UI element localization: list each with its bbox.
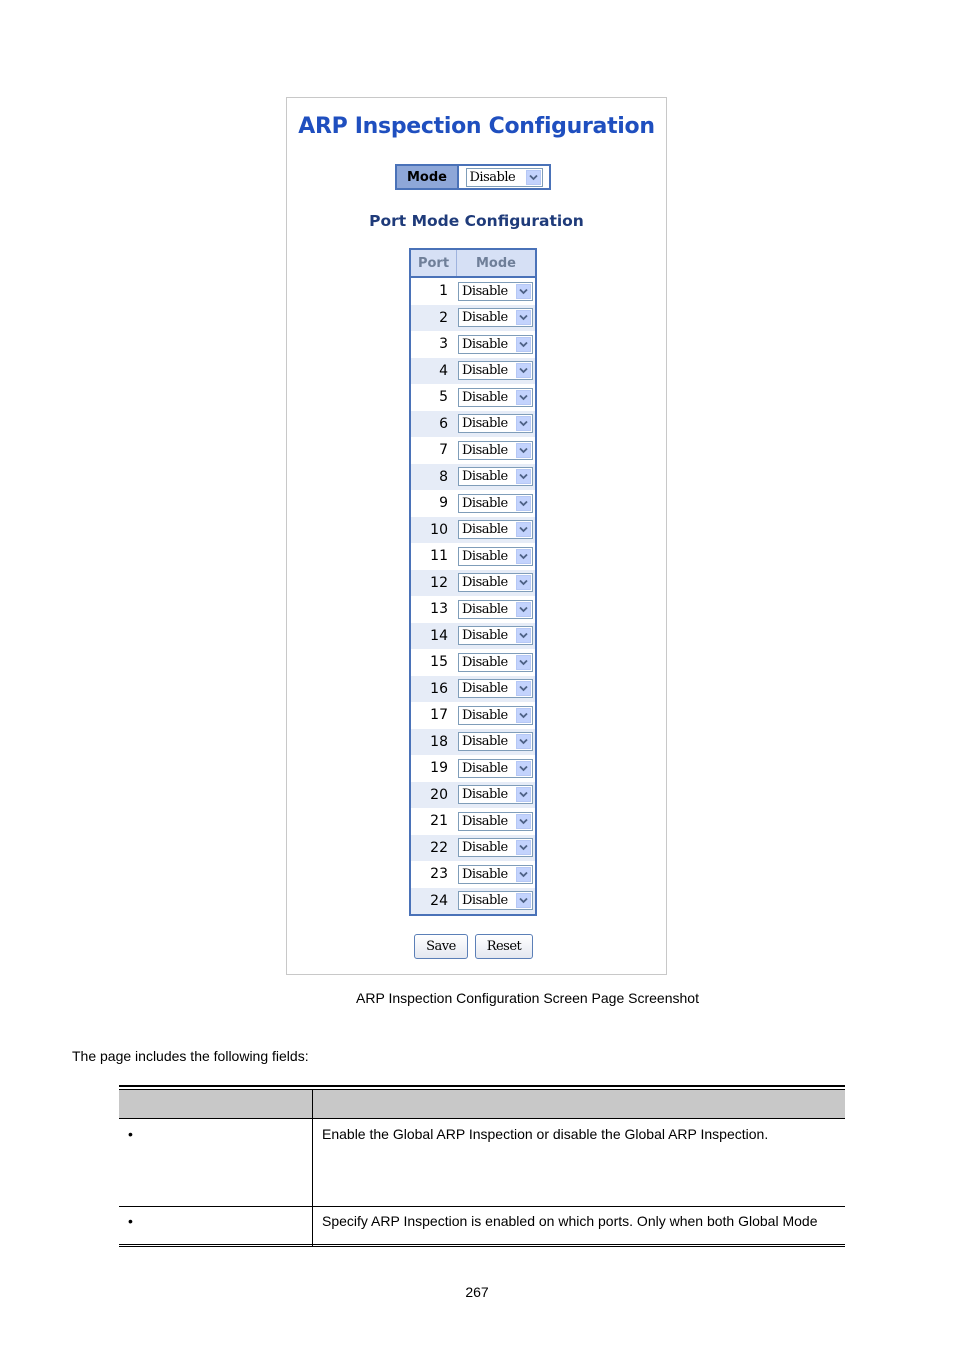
port-number: 15: [430, 654, 448, 671]
port-number: 2: [439, 309, 448, 326]
table-row: [411, 490, 535, 517]
port-mode-value: Disable: [462, 416, 508, 432]
table-top-rule: [119, 1085, 845, 1087]
port-mode-select[interactable]: [458, 494, 533, 513]
table-header: [411, 250, 535, 278]
port-mode-select[interactable]: [458, 335, 533, 354]
table-row: [411, 464, 535, 491]
table-row: [411, 384, 535, 411]
row-divider: [119, 1206, 845, 1207]
port-mode-select[interactable]: [458, 282, 533, 301]
port-mode-select[interactable]: [458, 732, 533, 751]
port-mode-table: [409, 248, 537, 916]
port-mode-select[interactable]: [458, 361, 533, 380]
chevron-down-icon: [516, 814, 531, 829]
table-row: [411, 676, 535, 703]
port-mode-value: Disable: [462, 787, 508, 803]
port-mode-value: Disable: [462, 310, 508, 326]
table-body: [411, 278, 535, 914]
screenshot-panel: [286, 97, 667, 975]
port-number: 1: [439, 283, 448, 300]
chevron-down-icon: [516, 867, 531, 882]
port-mode-value: Disable: [462, 760, 508, 776]
table-row: [411, 649, 535, 676]
port-number: 14: [430, 627, 448, 644]
port-number: 11: [430, 548, 448, 565]
table-row: [411, 888, 535, 915]
chevron-down-icon: [516, 337, 531, 352]
port-mode-value: Disable: [462, 283, 508, 299]
port-mode-select[interactable]: [458, 706, 533, 725]
chevron-down-icon: [516, 496, 531, 511]
global-mode-value: Disable: [469, 169, 516, 185]
reset-button[interactable]: Reset: [475, 934, 533, 959]
port-number: 5: [439, 389, 448, 406]
chevron-down-icon: [516, 522, 531, 537]
table-row: [411, 543, 535, 570]
port-mode-value: Disable: [462, 389, 508, 405]
port-mode-select[interactable]: [458, 547, 533, 566]
port-number: 21: [430, 813, 448, 830]
port-mode-value: Disable: [462, 734, 508, 750]
field-description: Enable the Global ARP Inspection or disable the Global ARP Inspection.: [322, 1126, 769, 1142]
page-title: ARP Inspection Configuration: [298, 114, 655, 139]
table-row: [411, 278, 535, 305]
field-description: Specify ARP Inspection is enabled on which ports. Only when both Global Mode: [322, 1213, 818, 1229]
port-number: 4: [439, 362, 448, 379]
fields-table-header: [119, 1089, 845, 1119]
table-row: [411, 623, 535, 650]
table-row: [411, 570, 535, 597]
port-mode-value: Disable: [462, 601, 508, 617]
table-row: [411, 729, 535, 756]
port-mode-select[interactable]: [458, 600, 533, 619]
chevron-down-icon: [516, 443, 531, 458]
button-bar: [414, 934, 533, 959]
port-mode-value: Disable: [462, 866, 508, 882]
chevron-down-icon: [516, 284, 531, 299]
global-mode-label: Mode: [397, 166, 459, 188]
port-mode-value: Disable: [462, 893, 508, 909]
column-header-port: Port: [411, 250, 457, 276]
port-mode-select[interactable]: [458, 891, 533, 910]
port-mode-select[interactable]: [458, 759, 533, 778]
port-mode-select[interactable]: [458, 679, 533, 698]
table-row: [411, 305, 535, 332]
chevron-down-icon: [516, 840, 531, 855]
table-row: [411, 782, 535, 809]
port-number: 8: [439, 468, 448, 485]
port-mode-select[interactable]: [458, 441, 533, 460]
chevron-down-icon: [516, 363, 531, 378]
table-row: [411, 437, 535, 464]
port-mode-select[interactable]: [458, 626, 533, 645]
global-mode-select[interactable]: [466, 168, 543, 187]
port-mode-value: Disable: [462, 469, 508, 485]
port-number: 19: [430, 760, 448, 777]
figure-caption: ARP Inspection Configuration Screen Page Screenshot: [356, 990, 699, 1006]
port-number: 13: [430, 601, 448, 618]
port-mode-value: Disable: [462, 522, 508, 538]
port-mode-value: Disable: [462, 495, 508, 511]
chevron-down-icon: [516, 708, 531, 723]
chevron-down-icon: [516, 416, 531, 431]
port-number: 12: [430, 574, 448, 591]
chevron-down-icon: [526, 170, 541, 185]
chevron-down-icon: [516, 628, 531, 643]
port-mode-select[interactable]: [458, 520, 533, 539]
table-row: [411, 835, 535, 862]
port-mode-select[interactable]: [458, 414, 533, 433]
port-number: 16: [430, 680, 448, 697]
chevron-down-icon: [516, 549, 531, 564]
port-mode-select[interactable]: [458, 812, 533, 831]
port-mode-value: Disable: [462, 548, 508, 564]
table-bottom-rule: [119, 1244, 845, 1247]
chevron-down-icon: [516, 893, 531, 908]
port-number: 18: [430, 733, 448, 750]
intro-text: The page includes the following fields:: [72, 1048, 309, 1064]
port-number: 24: [430, 892, 448, 909]
port-number: 10: [430, 521, 448, 538]
chevron-down-icon: [516, 390, 531, 405]
port-mode-select[interactable]: [458, 653, 533, 672]
port-mode-value: Disable: [462, 654, 508, 670]
port-number: 22: [430, 839, 448, 856]
port-mode-select[interactable]: [458, 838, 533, 857]
chevron-down-icon: [516, 469, 531, 484]
chevron-down-icon: [516, 761, 531, 776]
port-mode-value: Disable: [462, 707, 508, 723]
table-row: [411, 702, 535, 729]
table-row: [411, 331, 535, 358]
chevron-down-icon: [516, 310, 531, 325]
port-mode-select[interactable]: [458, 785, 533, 804]
chevron-down-icon: [516, 575, 531, 590]
port-mode-value: Disable: [462, 363, 508, 379]
chevron-down-icon: [516, 787, 531, 802]
port-mode-value: Disable: [462, 575, 508, 591]
port-number: 6: [439, 415, 448, 432]
table-row: [411, 358, 535, 385]
port-mode-value: Disable: [462, 336, 508, 352]
port-number: 20: [430, 786, 448, 803]
port-number: 7: [439, 442, 448, 459]
page-number: 267: [465, 1284, 489, 1300]
table-row: [411, 517, 535, 544]
table-row: [411, 596, 535, 623]
section-title: Port Mode Configuration: [369, 212, 584, 230]
port-mode-select[interactable]: [458, 865, 533, 884]
port-mode-value: Disable: [462, 813, 508, 829]
port-number: 17: [430, 707, 448, 724]
port-number: 3: [439, 336, 448, 353]
global-mode-group: [395, 164, 551, 190]
chevron-down-icon: [516, 734, 531, 749]
column-header-mode: Mode: [476, 255, 516, 271]
chevron-down-icon: [516, 602, 531, 617]
table-row: [411, 861, 535, 888]
port-mode-value: Disable: [462, 442, 508, 458]
table-row: [411, 808, 535, 835]
port-mode-select[interactable]: [458, 308, 533, 327]
column-divider: [312, 1089, 313, 1246]
port-mode-select[interactable]: [458, 573, 533, 592]
port-mode-value: Disable: [462, 840, 508, 856]
table-row: [411, 411, 535, 438]
port-number: 23: [430, 866, 448, 883]
table-row: [411, 755, 535, 782]
field-bullet: •: [128, 1126, 133, 1142]
port-mode-value: Disable: [462, 681, 508, 697]
save-button[interactable]: Save: [414, 934, 468, 959]
field-bullet: •: [128, 1213, 133, 1229]
port-number: 9: [439, 495, 448, 512]
chevron-down-icon: [516, 655, 531, 670]
port-mode-select[interactable]: [458, 388, 533, 407]
chevron-down-icon: [516, 681, 531, 696]
port-mode-value: Disable: [462, 628, 508, 644]
port-mode-select[interactable]: [458, 467, 533, 486]
